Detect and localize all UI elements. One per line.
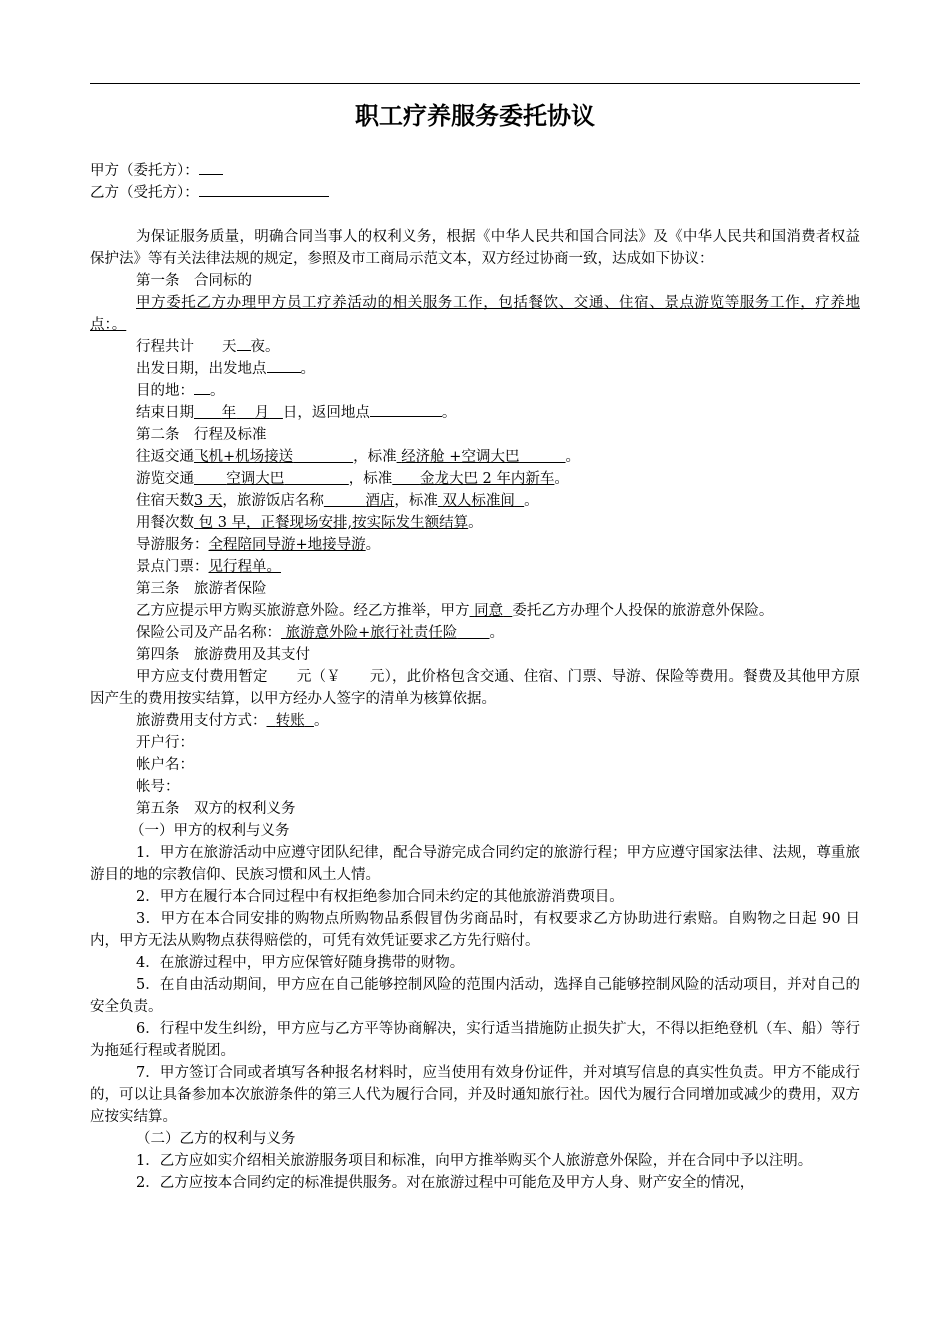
document-title: 职工疗养服务委托协议 bbox=[355, 102, 595, 130]
a-item-7: 7．甲方签订合同或者填写各种报名材料时，应当使用有效身份证件，并对填写信息的真实性负责。甲方不能成行的，可以让具备参加本次旅游条件的第三人代为履行合同，并及时通知旅行社。因代为履行合同增加或减少的费用，双方应按实结算。 bbox=[90, 1065, 860, 1125]
accommodation-line: 住宿天数3 天，旅游饭店名称 酒店，标准 双人标准间 。 bbox=[136, 493, 539, 509]
article-4-heading: 第四条 旅游费用及其支付 bbox=[136, 647, 310, 663]
header-rule bbox=[90, 83, 860, 84]
party-a-rights-heading: （一）甲方的权利与义务 bbox=[130, 823, 290, 839]
a-item-1: 1．甲方在旅游活动中应遵守团队纪律，配合导游完成合同约定的旅游行程；甲方应遵守国家法律、法规，尊重旅游目的地的宗教信仰、民族习惯和风土人情。 bbox=[90, 845, 860, 883]
a-item-5: 5．在自由活动期间，甲方应在自己能够控制风险的范围内活动，选择自己能够控制风险的活动项目，并对自己的安全负责。 bbox=[90, 977, 860, 1015]
party-b-rights-heading: （二）乙方的权利与义务 bbox=[136, 1131, 296, 1147]
article-3-heading: 第三条 旅游者保险 bbox=[136, 581, 267, 597]
article-2-heading: 第二条 行程及标准 bbox=[136, 427, 267, 443]
party-a-label: 甲方（委托方）： bbox=[90, 163, 199, 179]
departure-line: 出发日期，出发地点 。 bbox=[90, 358, 860, 380]
payment-line: 旅游费用支付方式： 转账 。 bbox=[136, 713, 329, 729]
party-a-line bbox=[90, 160, 860, 182]
insurance-product-line: 保险公司及产品名称： 旅游意外险+旅行社责任险 。 bbox=[136, 625, 505, 641]
tour-transport-line: 游览交通 空调大巴 ，标准 金龙大巴 2 年内新车。 bbox=[136, 471, 569, 487]
preamble: 为保证服务质量，明确合同当事人的权利义务，根据《中华人民共和国合同法》及《中华人民共和国消费者权益保护法》等有关法律法规的规定，参照及市工商局示范文本，双方经过协商一致，达成如下协议： bbox=[90, 229, 860, 267]
b-item-2: 2．乙方应按本合同约定的标准提供服务。对在旅游过程中可能危及甲方人身、财产安全的情况， bbox=[136, 1175, 755, 1191]
article-1-text: 甲方委托乙方办理甲方员工疗养活动的相关服务工作，包括餐饮、交通、住宿、景点游览等服务工作，疗养地点：。 bbox=[90, 295, 860, 333]
itinerary-line: 行程共计 天 夜。 bbox=[90, 336, 860, 358]
end-date-line: 结束日期 年 月 日，返回地点 。 bbox=[90, 402, 860, 424]
guide-line: 导游服务：全程陪同导游+地接导游。 bbox=[136, 537, 381, 553]
fee-text: 甲方应支付费用暂定 元（￥ 元），此价格包含交通、住宿、门票、导游、保险等费用。餐费及其他甲方原因产生的费用按实结算，以甲方经办人签字的清单为核算依据。 bbox=[90, 669, 860, 707]
account-name-line: 帐户名： bbox=[136, 757, 194, 773]
insurance-line: 乙方应提示甲方购买旅游意外险。经乙方推举，甲方 同意 委托乙方办理个人投保的旅游意外保险。 bbox=[136, 603, 774, 619]
article-5-heading: 第五条 双方的权利义务 bbox=[136, 801, 296, 817]
tickets-line: 景点门票：见行程单。 bbox=[136, 559, 281, 575]
document-body bbox=[90, 160, 860, 1194]
a-item-6: 6．行程中发生纠纷，甲方应与乙方平等协商解决，实行适当措施防止损失扩大，不得以拒绝登机（车、船）等行为拖延行程或者脱团。 bbox=[90, 1021, 860, 1059]
destination-line: 目的地： 。 bbox=[90, 380, 860, 402]
account-number-line: 帐号： bbox=[136, 779, 180, 795]
party-b-label: 乙方（受托方）： bbox=[90, 185, 199, 201]
bank-line: 开户行： bbox=[136, 735, 194, 751]
party-b-line bbox=[90, 182, 860, 204]
party-a-blank bbox=[199, 160, 223, 175]
party-b-blank bbox=[199, 182, 329, 197]
a-item-2: 2．甲方在履行本合同过程中有权拒绝参加合同未约定的其他旅游消费项目。 bbox=[136, 889, 624, 905]
a-item-3: 3．甲方在本合同安排的购物点所购物品系假冒伪劣商品时，有权要求乙方协助进行索赔。自购物之日起 90 日内，甲方无法从购物点获得赔偿的，可凭有效凭证要求乙方先行赔付。 bbox=[90, 911, 860, 949]
article-1-heading: 第一条 合同标的 bbox=[136, 273, 252, 289]
meals-line: 用餐次数 包 3 早，正餐现场安排,按实际发生额结算。 bbox=[136, 515, 483, 531]
a-item-4: 4．在旅游过程中，甲方应保管好随身携带的财物。 bbox=[136, 955, 465, 971]
b-item-1: 1．乙方应如实介绍相关旅游服务项目和标准，向甲方推举购买个人旅游意外保险，并在合同中予以注明。 bbox=[136, 1153, 813, 1169]
transport-line: 往返交通飞机+机场接送 ，标准 经济舱 +空调大巴 。 bbox=[136, 449, 581, 465]
